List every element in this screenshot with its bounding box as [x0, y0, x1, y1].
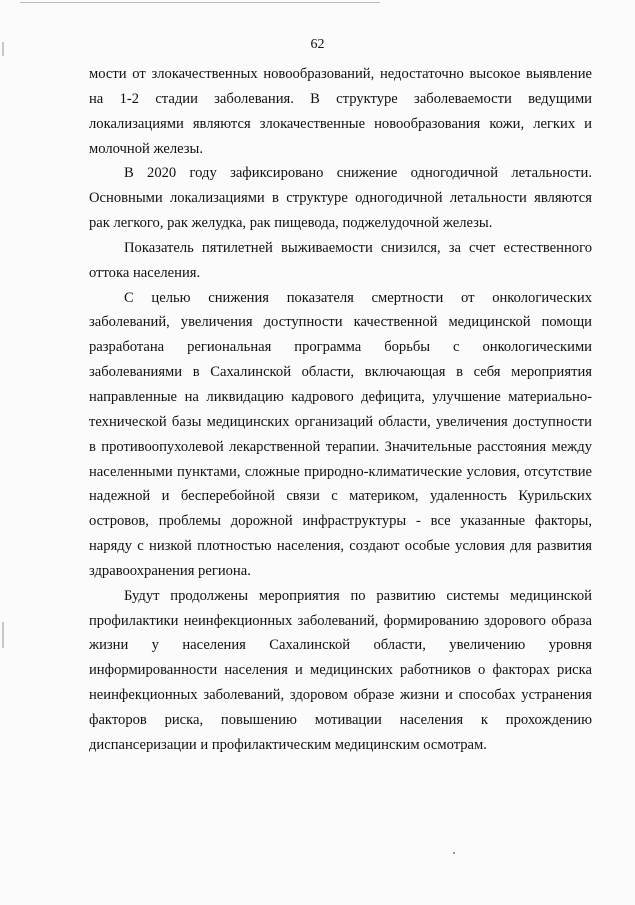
- paragraph-continuation: мости от злокачественных новообразований, недостаточно высокое выявление на 1-2 стадии заболевания. В структуре заболеваемости ведущими локализациями являются злокачественные новообразования кожи, легких и молочной железы.: [89, 66, 592, 157]
- scan-edge-line: [20, 2, 380, 3]
- body-text: [89, 62, 592, 758]
- paragraph-one-year-mortality: В 2020 году зафиксировано снижение одногодичной летальности. Основными локализациями в структуре одногодичной летальности являются рак легкого, рак желудка, рак пищевода, поджелудочной железы.: [89, 165, 592, 232]
- scan-speck: [453, 852, 455, 854]
- paragraph-regional-program: С целью снижения показателя смертности от онкологических заболеваний, увеличения доступности качественной медицинской помощи разработана региональная программа борьбы с онкологическими заболеваниями в Сахалинской области, включающая в себя мероприятия направленные на ликвидацию кадрового дефицита, улучшение материально-технической базы медицинских организаций области, увеличения доступности в противоопухолевой лекарственной терапии. Значительные расстояния между населенными пунктами, сложные природно-климатические условия, отсутствие надежной и бесперебойной связи с материком, удаленность Курильских островов, проблемы дорожной инфраструктуры - все указанные факторы, наряду с низкой плотностью населения, создают особые условия для развития здравоохранения региона.: [89, 289, 592, 579]
- paragraph-prevention-measures: Будут продолжены мероприятия по развитию системы медицинской профилактики неинфекционных заболеваний, формированию здорового образа жизни у населения Сахалинской области, увеличению уровня информированности населения и медицинских работников о факторах риска неинфекционных заболеваний, здоровом образе жизни и способах устранения факторов риска, повышению мотивации населения к прохождению диспансеризации и профилактическим медицинским осмотрам.: [89, 587, 592, 753]
- page-number: 62: [310, 37, 325, 52]
- paragraph-five-year-survival: Показатель пятилетней выживаемости снизился, за счет естественного оттока населения.: [89, 239, 592, 281]
- scan-margin-mark: [2, 622, 4, 648]
